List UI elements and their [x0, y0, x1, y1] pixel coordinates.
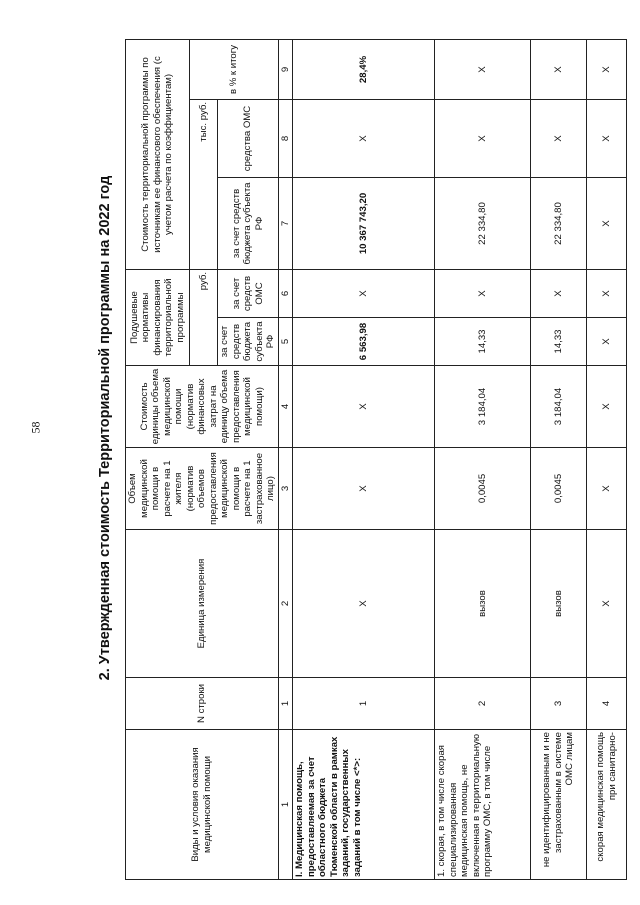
table-row [293, 39, 435, 879]
rotated-table-container [125, 40, 618, 880]
row-per-capita-oms: X [587, 269, 627, 317]
row-percent: X [587, 39, 627, 99]
row-cost-oms: X [587, 99, 627, 177]
header-volume: Объем медицинской помощи в расчете на 1 жителя (норматив объемов предоставления медицинской помощи в расчете на 1 застрахованное лицо) [126, 448, 279, 530]
row-unit-cost: X [587, 366, 627, 448]
row-cost-oms: X [531, 99, 587, 177]
row-volume: X [293, 448, 435, 530]
table-row [531, 39, 587, 879]
row-number: 4 [587, 678, 627, 730]
row-number: 1 [293, 678, 435, 730]
row-name: не идентифицированным и не застрахованным в системе ОМС лицам [531, 730, 587, 880]
row-name: скорая медицинская помощь при санитарно- [587, 730, 627, 880]
col-num: 8 [278, 99, 293, 177]
col-num: 5 [278, 318, 293, 366]
row-unit: X [587, 530, 627, 678]
table-row [435, 39, 531, 879]
row-per-capita-budget: X [587, 318, 627, 366]
page-title: 2. Утвержденная стоимость Территориальной программы на 2022 год [97, 175, 113, 681]
row-percent: X [435, 39, 531, 99]
col-num: 3 [278, 448, 293, 530]
row-volume: X [587, 448, 627, 530]
col-num: 4 [278, 366, 293, 448]
row-per-capita-budget: 6 563,98 [293, 318, 435, 366]
row-per-capita-budget: 14,33 [531, 318, 587, 366]
row-cost-oms: X [293, 99, 435, 177]
header-percent: в % к итогу [190, 39, 279, 99]
row-name: 1. скорая, в том числе скорая специализированная медицинская помощь, не включенная в территориальную программу ОМС, в том числе [435, 730, 531, 880]
row-cost-budget: 22 334,80 [435, 177, 531, 269]
header-per-capita-oms: за счет средств ОМС [218, 269, 279, 317]
row-volume: 0,0045 [435, 448, 531, 530]
row-unit: вызов [435, 530, 531, 678]
row-percent: X [531, 39, 587, 99]
row-unit-cost: 3 184,04 [531, 366, 587, 448]
header-unit-cost: Стоимость единицы объема медицинской помощи (норматив финансовых затрат на единицу объема предоставления медицинской помощи) [126, 366, 279, 448]
row-number: 2 [435, 678, 531, 730]
row-unit: вызов [531, 530, 587, 678]
row-number: 3 [531, 678, 587, 730]
row-per-capita-oms: X [435, 269, 531, 317]
row-volume: 0,0045 [531, 448, 587, 530]
col-num: 1 [278, 730, 293, 880]
row-per-capita-oms: X [531, 269, 587, 317]
header-per-capita-budget: за счет средств бюджета субъекта РФ [218, 318, 279, 366]
page-number: 58 [28, 421, 43, 434]
col-num: 7 [278, 177, 293, 269]
col-num: 1 [278, 678, 293, 730]
row-name: I. Медицинская помощь, предоставляемая за счет областного бюджета Тюменской области в рамках заданий, государственных заданий в том числе <*>: [293, 730, 435, 880]
header-per-capita: Подушевые нормативы финансирования территориальной программы [126, 269, 190, 365]
header-row-number: N строки [126, 678, 279, 730]
col-num: 2 [278, 530, 293, 678]
header-tys-rub: тыс. руб. [190, 99, 218, 269]
header-rub: руб. [190, 269, 218, 365]
col-num: 9 [278, 39, 293, 99]
row-per-capita-budget: 14,33 [435, 318, 531, 366]
header-program-cost: Стоимость территориальной программы по источникам ее финансового обеспечения (с учетом расчета по коэффициентам) [126, 39, 190, 269]
row-unit: X [293, 530, 435, 678]
row-percent: 28,4% [293, 39, 435, 99]
row-cost-oms: X [435, 99, 531, 177]
col-num: 6 [278, 269, 293, 317]
row-cost-budget: 22 334,80 [531, 177, 587, 269]
header-types: Виды и условия оказания медицинской помощи [126, 730, 279, 880]
row-per-capita-oms: X [293, 269, 435, 317]
row-unit-cost: 3 184,04 [435, 366, 531, 448]
row-cost-budget: X [587, 177, 627, 269]
row-cost-budget: 10 367 743,20 [293, 177, 435, 269]
header-cost-budget: за счет средств бюджета субъекта РФ [218, 177, 279, 269]
row-unit-cost: X [293, 366, 435, 448]
header-cost-oms: средства ОМС [218, 99, 279, 177]
table-row [587, 39, 627, 879]
header-unit: Единица измерения [126, 530, 279, 678]
cost-table [125, 39, 627, 880]
column-numbers-row [278, 39, 293, 879]
